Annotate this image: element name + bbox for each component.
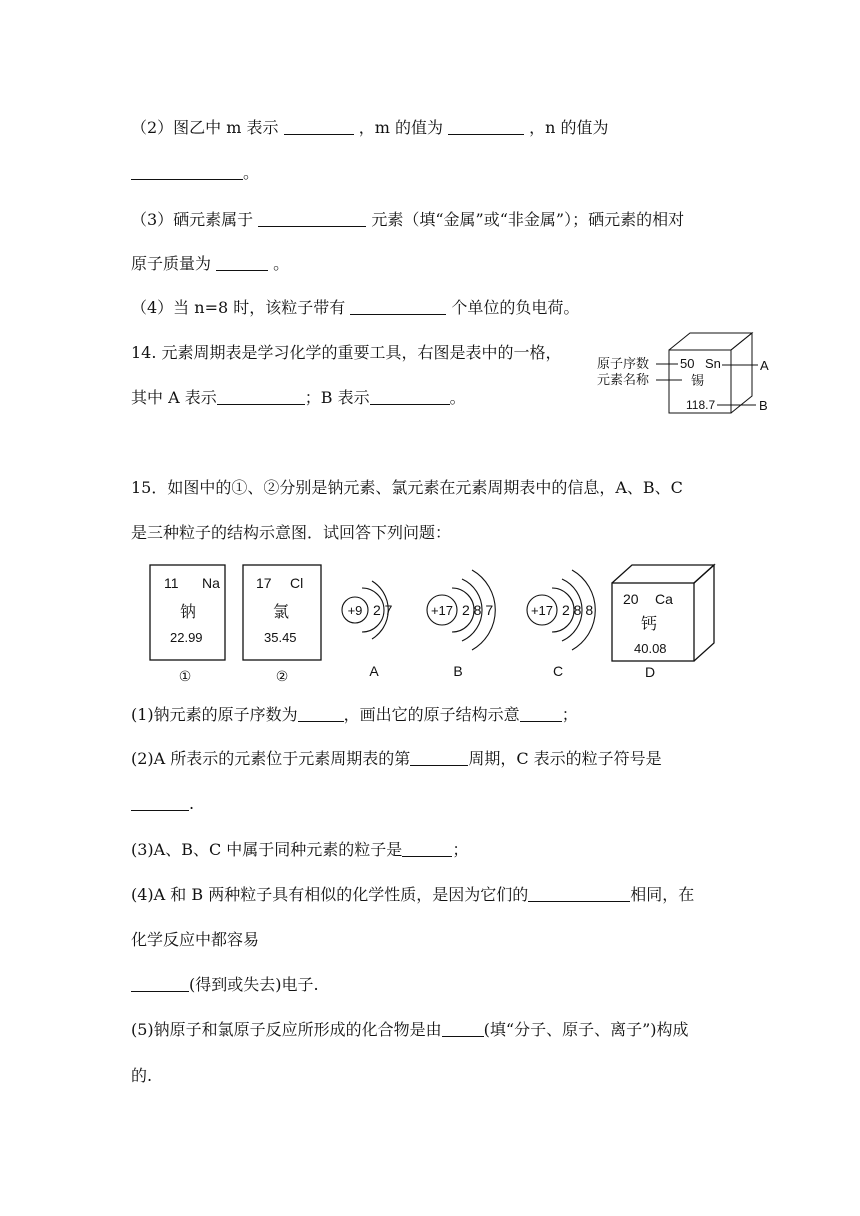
na-mass: 22.99 [170,630,203,645]
pointer-label-b: B [759,398,768,413]
ca-name: 钙 [641,614,658,633]
particle-c-caption: C [552,663,564,679]
answer-blank-na-diagram[interactable] [520,705,562,722]
answer-blank-m-meaning[interactable] [284,118,354,135]
q15-sub3: (3)A、B、C 中属于同种元素的粒子是 ； [131,840,469,859]
answer-blank-b-meaning[interactable] [370,388,450,405]
q15-sub4-line2: 化学反应中都容易 [131,930,260,949]
na-number: 11 [164,575,179,591]
cell-symbol: Sn [705,356,721,371]
answer-blank-n-value[interactable] [131,163,243,180]
ca-number: 20 [623,591,639,607]
label-atomic-number: 原子序数 [597,357,650,372]
q15-intro-line1: 15．如图中的①、②分别是钠元素、氯元素在元素周期表中的信息，A、B、C [131,478,683,497]
q14-line2: 其中 A 表示 ；B 表示 。 [131,388,466,407]
ca-caption: D [644,664,656,680]
answer-blank-metal-type[interactable] [258,210,366,227]
pointer-label-a: A [760,358,769,373]
q15-sub4-line3: (得到或失去)电子. [131,975,319,995]
cl-caption: ② [275,669,289,685]
particle-b-nucleus: +17 [430,603,454,618]
particle-c-nucleus: +17 [530,603,554,618]
na-caption: ① [178,669,192,685]
answer-blank-compound-particle[interactable] [442,1020,484,1037]
q15-sub5-line2: 的. [131,1066,153,1085]
calcium-cell-top [612,565,714,583]
answer-blank-gain-lose[interactable] [131,975,189,992]
q15-sub2-line2: . [131,794,194,814]
particle-a-nucleus: +9 [347,603,363,618]
ca-symbol: Ca [655,591,673,607]
cl-mass: 35.45 [264,630,297,645]
particle-a-caption: A [369,663,379,679]
cell-atomic-mass: 118.7 [686,398,716,412]
cell-atomic-number: 50 [680,356,695,371]
cell-side-face [731,333,752,413]
answer-blank-a-meaning[interactable] [217,388,305,405]
q15-figure-strip [140,555,730,685]
cl-symbol: Cl [290,575,304,591]
cl-number: 17 [256,575,272,591]
particle-b-shells: 2 8 7 [462,602,494,618]
cell-top-face [669,333,752,350]
tin-element-cell-figure [594,330,784,420]
cl-name: 氯 [273,602,290,621]
answer-blank-c-symbol[interactable] [131,794,189,811]
q13-part2-line1: （2）图乙中 m 表示 ，m 的值为 ，n 的值为 [131,118,609,137]
q15-sub4-line1: (4)A 和 B 两种粒子具有相似的化学性质，是因为它们的 相同，在 [131,885,695,904]
q14-line1: 14. 元素周期表是学习化学的重要工具，右图是表中的一格， [131,343,562,362]
q13-part2-line2: 。 [131,163,259,183]
q15-sub2-line1: (2)A 所表示的元素位于元素周期表的第 周期，C 表示的粒子符号是 [131,749,662,768]
q15-sub5-line1: (5)钠原子和氯原子反应所形成的化合物是由 (填“分子、原子、离子”)构成 [131,1020,689,1039]
q13-part3-line2: 原子质量为 。 [131,254,290,273]
answer-blank-similar-property[interactable] [528,885,630,902]
answer-blank-charge[interactable] [350,298,446,315]
answer-blank-period[interactable] [410,749,468,766]
answer-blank-same-element[interactable] [402,840,452,857]
label-element-name: 元素名称 [597,373,650,388]
q13-part3-line1: （3）硒元素属于 元素（填“金属”或“非金属”）；硒元素的相对 [131,210,685,229]
q15-sub1: (1)钠元素的原子序数为 ，画出它的原子结构示意 ； [131,705,578,724]
answer-blank-na-number[interactable] [298,705,344,722]
answer-blank-atomic-mass[interactable] [216,254,268,271]
q15-intro-line2: 是三种粒子的结构示意图．试回答下列问题： [131,523,452,542]
na-name: 钠 [180,602,197,621]
particle-b-caption: B [453,663,463,679]
ca-mass: 40.08 [634,641,667,656]
q13-part4: （4）当 n=8 时，该粒子带有 个单位的负电荷。 [131,298,580,317]
na-symbol: Na [202,575,220,591]
cell-element-name: 锡 [691,374,705,389]
particle-c-shells: 2 8 8 [562,602,594,618]
calcium-cell-side [694,565,714,661]
answer-blank-m-value[interactable] [448,118,524,135]
particle-a-shells: 2 7 [373,602,393,618]
